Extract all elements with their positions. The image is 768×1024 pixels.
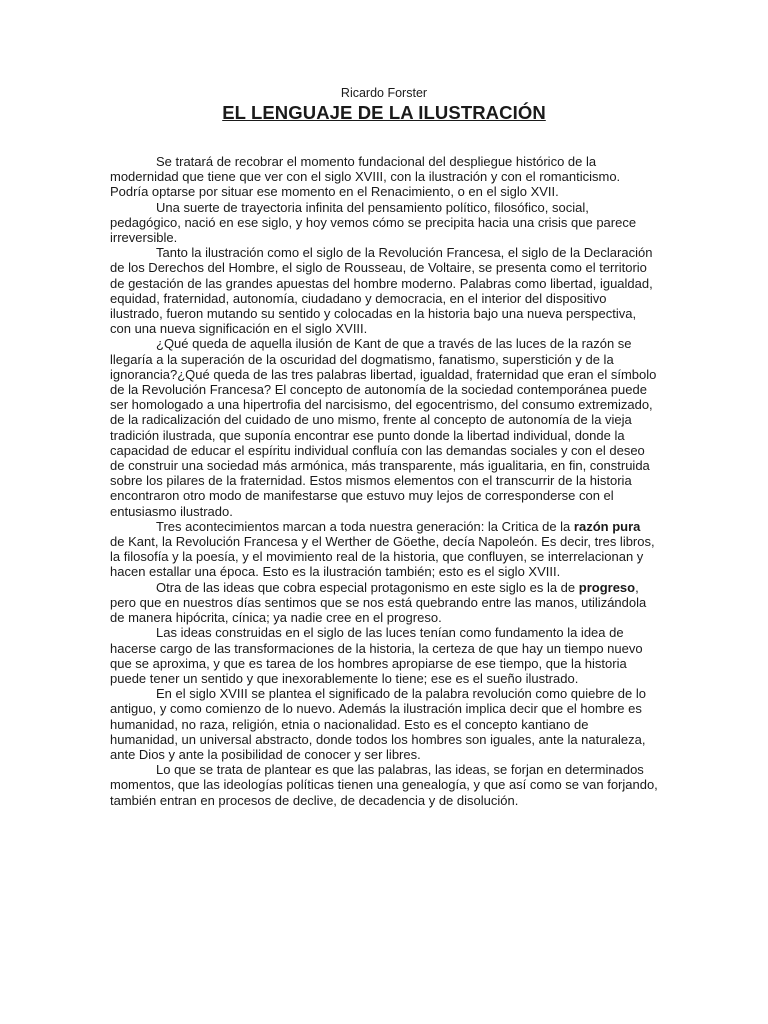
author-name: Ricardo Forster	[340, 86, 428, 100]
bold-term: razón pura	[573, 518, 641, 534]
paragraph	[110, 519, 658, 580]
paragraph	[110, 762, 658, 808]
paragraph-text: Las ideas construidas en el siglo de las luces tenían como fundamento la idea de hacerse cargo de las transformaciones de la historia, la certeza de que hay un tiempo nuevo que se aproxima, y que es tarea de los hombres apropiarse de ese tiempo, que la historia puede tener un sentido y que inexorablemente lo tiene; ese es el sueño ilustrado.	[110, 625, 643, 686]
paragraph	[110, 686, 658, 762]
paragraph	[110, 245, 658, 336]
paragraph	[110, 336, 658, 518]
document-title: EL LENGUAJE DE LA ILUSTRACIÓN	[222, 102, 546, 123]
paragraph-text: Se tratará de recobrar el momento fundacional del despliegue histórico de la modernidad que tiene que ver con el siglo XVIII, con la ilustración y con el romanticismo. Podría optarse por situar ese momento en el Renacimiento, o en el siglo XVII.	[110, 154, 621, 200]
paragraph-text: ¿Qué queda de aquella ilusión de Kant de que a través de las luces de la razón se llegaría a la superación de la oscuridad del dogmatismo, fanatismo, superstición y de la ignorancia?¿Qué queda de las tres palabras libertad, igualdad, fraternidad que eran el símbolo de la Revolución Francesa? El concepto de autonomía de la sociedad contemporánea puede ser homologado a una hipertrofia del narcisismo, del egocentrismo, del consumo extremizado, de la radicalización del cuidado de uno mismo, frente al concepto de autonomía de la vieja tradición ilustrada, que suponía encontrar ese punto donde la libertad individual, donde la capacidad de educar el espíritu individual confluía con las demandas sociales y con el deseo de construir una sociedad más armónica, más transparente, más igualitaria, en fin, construida sobre los pilares de la fraternidad. Estos mismos elementos con el transcurrir de la historia encontraron otro modo de manifestarse que estuvo muy lejos de corresponderse con el entusiasmo ilustrado.	[110, 336, 657, 519]
paragraph	[110, 625, 658, 686]
paragraph	[110, 580, 658, 626]
document-body	[110, 154, 658, 808]
paragraph-text: Otra de las ideas que cobra especial protagonismo en este siglo es la de	[156, 579, 579, 595]
document-page	[110, 86, 658, 808]
paragraph-text: Una suerte de trayectoria infinita del pensamiento político, filosófico, social, pedagógico, nació en ese siglo, y hoy vemos cómo se precipita hacia una crisis que parece irreversible.	[110, 199, 637, 246]
bold-term: progreso	[578, 579, 636, 595]
paragraph-text: Lo que se trata de plantear es que las palabras, las ideas, se forjan en determinados momentos, que las ideologías políticas tienen una genealogía, y que así como se van forjando, también entran en procesos de declive, de decadencia y de disolución.	[110, 762, 658, 808]
paragraph-text: , pero que en nuestros días sentimos que se nos está quebrando entre las manos, utilizándola de manera hipócrita, cínica; ya nadie cree en el progreso.	[110, 579, 647, 626]
paragraph-text: Tanto la ilustración como el siglo de la Revolución Francesa, el siglo de la Declaración de los Derechos del Hombre, el siglo de Rousseau, de Voltaire, se presenta como el territorio de gestación de las grandes apuestas del hombre moderno. Palabras como libertad, igualdad, equidad, fraternidad, autonomía, ciudadano y democracia, en el interior del dispositivo ilustrado, fueron mutando su sentido y colocadas en la historia bajo una nueva perspectiva, con una nueva significación en el siglo XVIII.	[110, 245, 653, 337]
paragraph	[110, 200, 658, 246]
paragraph-text: Tres acontecimientos marcan a toda nuestra generación: la Critica de la	[156, 518, 574, 534]
paragraph-text: de Kant, la Revolución Francesa y el Werther de Göethe, decía Napoleón. Es decir, tres libros, la filosofía y la poesía, y el movimiento real de la historia, que confluyen, se interrelacionan y hacen estallar una época. Esto es la ilustración también; esto es el siglo XVIII.	[110, 534, 655, 580]
paragraph	[110, 154, 658, 200]
paragraph-text: En el siglo XVIII se plantea el significado de la palabra revolución como quiebre de lo antiguo, y como comienzo de lo nuevo. Además la ilustración implica decir que el hombre es humanidad, no raza, religión, etnia o nacionalidad. Esto es el concepto kantiano de humanidad, un universal abstracto, donde todos los hombres son iguales, ante la naturaleza, ante Dios y ante la posibilidad de conocer y ser libres.	[110, 686, 646, 762]
